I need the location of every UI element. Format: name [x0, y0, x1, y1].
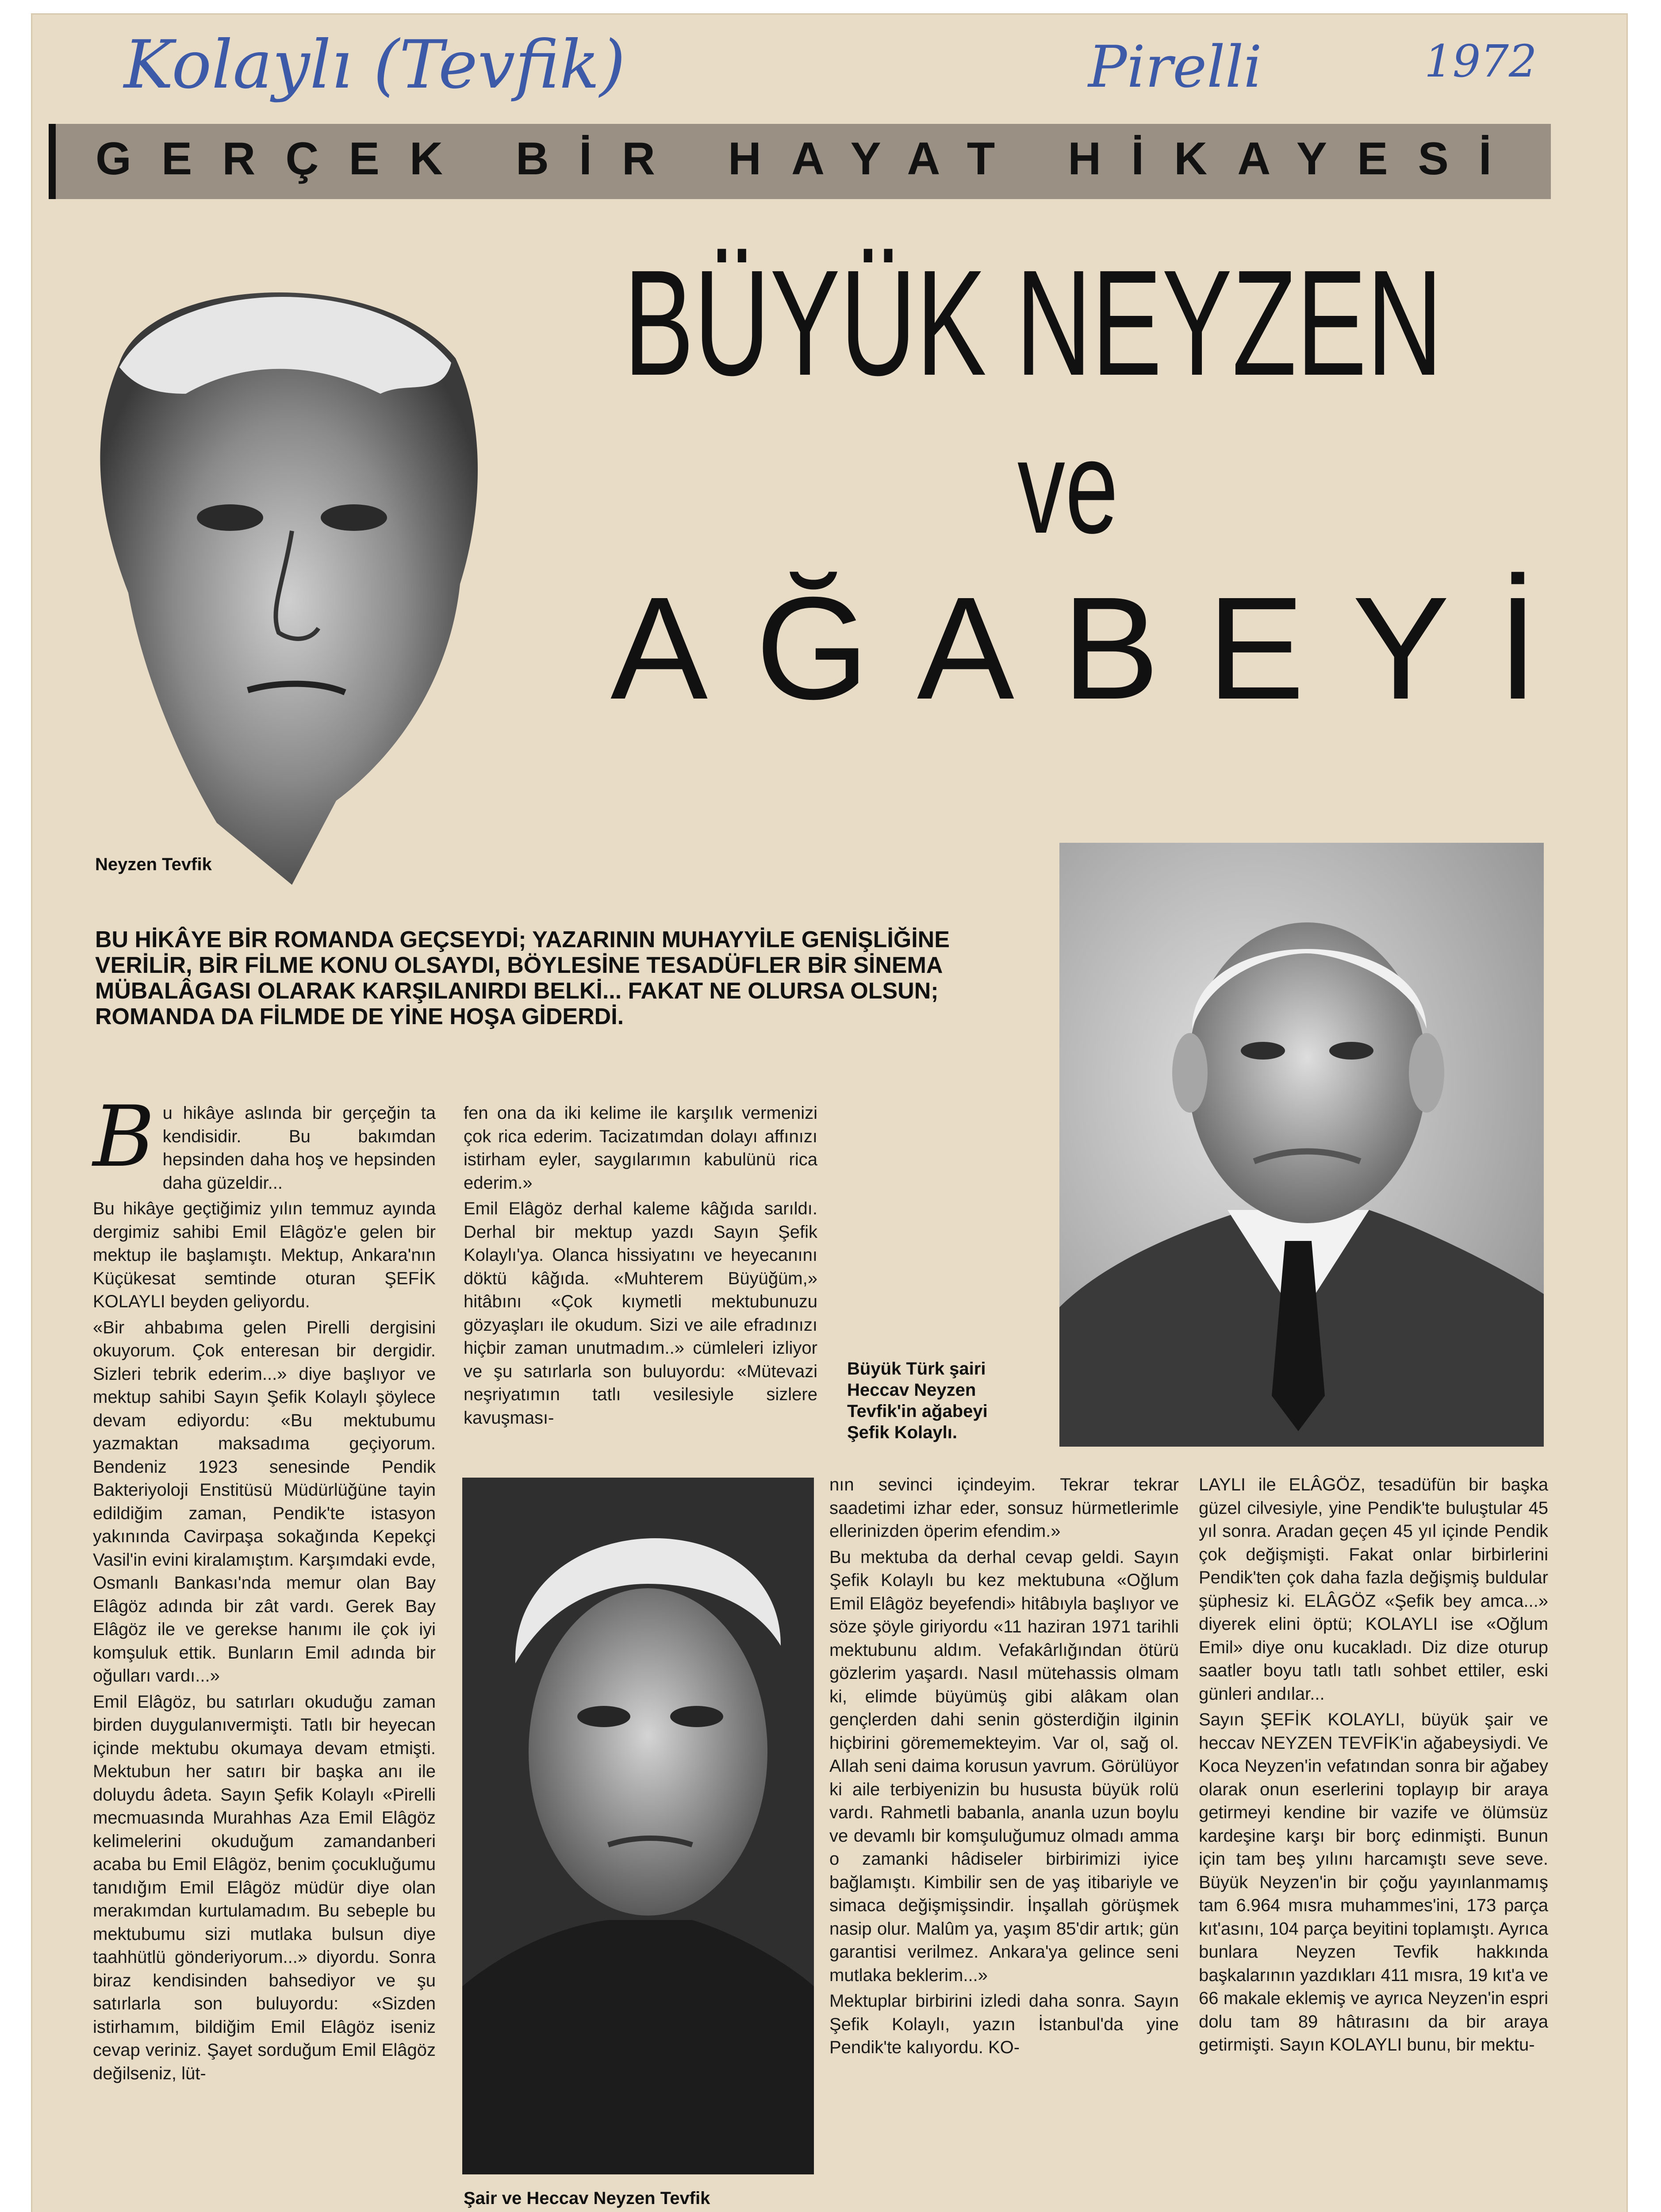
paragraph: u hikâye aslında bir gerçeğin ta kendisidir. Bu bakımdan hepsinden daha hoş ve hepsinden daha güzeldir... — [162, 1103, 436, 1193]
handwritten-name: Kolaylı (Tevfik) — [124, 27, 626, 104]
paragraph: LAYLI ile ELÂGÖZ, tesadüfün bir başka güzel cilvesiyle, yine Pendik'te buluştular 45 yıl sonra. Aradan geçen 45 yıl içinde Pendik çok değişmişti. Fakat onlar birbirlerini Pendik'ten çok daha fazla değişmiş buldular şüphesiz ki. ELÂGÖZ «Şefik bey amca...» diyerek elini öptü; KOLAYLI ise «Oğlum Emil» diye onu kucakladı. Diz dize oturup saatler boyu tatlı tatlı sohbet ettiler, eski günleri andılar... — [1199, 1475, 1548, 1704]
paragraph: Emil Elâgöz, bu satırları okuduğu zaman birden duygulanıvermişti. Tatlı bir heyecan içinde mektubu okumaya devam etmişti. Mektubun her satırı bir başka anı ile doluydu âdeta. Sayın Şefik Kolaylı «Pirelli mecmuasında Murahhas Aza Emil Elâgöz kelimelerini okuduğum zamandanberi acaba bu Emil Elâgöz, benim çocukluğumu tanıdığım Emil Elâgöz müdür diye olan merakımdan kurtulamadım. Bu sebeple bu mektubumu sizi mutlaka bulsun diye taahhütlü gönderiyorum...» diyordu. Sonra biraz kendisinden bahsediyor ve şu satırlarla son buluyordu: «Sizden istirhamım, bildiğim Emil Elâgöz iseniz cevap veriniz. Şayet sorduğum Emil Elâgöz değilseniz, lüt- — [93, 1692, 436, 2083]
article-column-3 — [829, 1473, 1179, 2062]
section-banner — [49, 124, 1551, 199]
article-column-2 — [464, 1102, 817, 1432]
headline-line-3: AĞABEYİ — [610, 566, 1586, 730]
headline-line-1: BÜYÜK NEYZEN — [624, 239, 1443, 407]
caption-neyzen-tevfik-bottom: Şair ve Heccav Neyzen Tevfik — [464, 2189, 710, 2208]
portrait-sefik-kolayli — [1059, 843, 1544, 1447]
caption-neyzen-tevfik: Neyzen Tevfik — [95, 855, 212, 874]
portrait-neyzen-tevfik-bottom — [462, 1478, 814, 2174]
paragraph: Emil Elâgöz derhal kaleme kâğıda sarıldı. Derhal bir mektup yazdı Sayın Şefik Kolaylı'ya. Olanca hissiyatını ve heyecanını döktü kâğıda. «Muhterem Büyüğüm,» hitâbını «Çok kıymetli mektubunuzu gözyaşları ile okudum. Sizi ve aile efradınızı hiçbir zaman unutmadım..» cümleleri izliyor ve şu satırlarla son buluyordu: «Mütevazi neşriyatımın tatlı vesilesiyle sizlere kavuşması- — [464, 1199, 817, 1428]
paragraph: nın sevinci içindeyim. Tekrar tekrar saadetimi izhar eder, sonsuz hürmetlerimle ellerinizden öperim efendim.» — [829, 1475, 1179, 1541]
caption-sefik-kolayli: Büyük Türk şairi Heccav Neyzen Tevfik'in ağabeyi Şefik Kolaylı. — [847, 1359, 988, 1442]
article-column-1 — [93, 1088, 436, 2088]
paragraph: Mektuplar birbirini izledi daha sonra. Sayın Şefik Kolaylı, yazın İstanbul'da yine Pendik'te kalıyordu. KO- — [829, 1991, 1179, 2057]
paragraph: Bu hikâye geçtiğimiz yılın temmuz ayında dergimiz sahibi Emil Elâgöz'e gelen bir mektup ile başlamıştı. Mektup, Ankara'nın Küçükesat semtinde oturan ŞEFİK KOLAYLI beyden geliyordu. — [93, 1199, 436, 1311]
portrait-neyzen-tevfik-top — [71, 248, 495, 885]
headline-line-2: ve — [1017, 412, 1119, 561]
paragraph: fen ona da iki kelime ile karşılık vermenizi çok rica ederim. Tacizatımdan dolayı affınızı istirham eyler, saygılarımın kabulünü rica ederim.» — [464, 1103, 817, 1193]
banner-text: GERÇEK BİR HAYAT HİKAYESİ — [96, 133, 1522, 184]
intro-paragraph: BU HİKÂYE BİR ROMANDA GEÇSEYDİ; YAZARININ MUHAYYİLE GENİŞLİĞİNE VERİLİR, BİR FİLME KONU OLSAYDI, BÖYLESİNE TESADÜFLER BİR SİNEMA MÜBALÂGASI OLARAK KARŞILANIRDI BELKİ... FAKAT NE OLURSA OLSUN; ROMANDA DA FİLMDE DE YİNE HOŞA GİDERDİ. — [95, 927, 950, 1029]
handwritten-magazine: Pirelli — [1088, 33, 1262, 100]
article-column-4 — [1199, 1473, 1548, 2059]
drop-cap: B — [93, 1088, 155, 1186]
handwritten-year: 1972 — [1424, 35, 1537, 87]
paragraph: «Bir ahbabıma gelen Pirelli dergisini okuyorum. Çok enteresan bir dergidir. Sizleri tebrik ederim...» diye başlıyor ve mektup sahibi Sayın Şefik Kolaylı şöylece devam ediyordu: «Bu mektubumu yazmaktan maksadıma geçiyorum. Bendeniz 1923 senesinde Pendik Bakteriyoloji Enstitüsü Müdürlüğüne tayin edildiğim zaman, Pendik'te istasyon yakınında Cavirpaşa sokağında Kepekçi Vasil'in evini kiralamıştım. Karşımdaki evde, Osmanlı Bankası'nda memur olan Bay Elâgöz adında bir zât vardı. Gerek Bay Elâgöz ile ve gerekse hanımı ile çok iyi komşuluk ettik. Bunların Emil adında bir oğulları vardı...» — [93, 1317, 436, 1686]
paragraph: Sayın ŞEFİK KOLAYLI, büyük şair ve heccav NEYZEN TEVFİK'in ağabeysiydi. Ve Koca Neyzen'in vefatından sonra bir ağabey olarak onun eserlerini toplayıp bir araya getirmeyi kendine bir vazife ve ölümsüz kardeşine karşı bir borç edinmişti. Bunun için tam beş yılını harcamıştı seve seve. Büyük Neyzen'in bir çoğu yayınlanmamış tam 6.964 mısra muhammes'ini, 173 parça kıt'asını, 104 parça beyitini toplamıştı. Ayrıca bunlara Neyzen Tevfik hakkında başkalarının yazdıkları 411 mısra, 19 kıt'a ve 66 makale eklemiş ve ayrıca Neyzen'in espri dolu tam 89 hâtırasını da bir araya getirmişti. Sayın KOLAYLI bunu, bir mektu- — [1199, 1710, 1548, 2055]
paragraph: Bu mektuba da derhal cevap geldi. Sayın Şefik Kolaylı bu kez mektubuna «Oğlum Emil Elâgöz beyefendi» hitâbıyla başlıyor ve söze şöyle giriyordu «11 haziran 1971 tarihli mektubunu aldım. Vefakârlığından ötürü gözlerim yaşardı. Nasıl mütehassis olmam ki, elimde büyümüş gibi alâkam olan gençlerden dahi senin gösterdiğin ilginin hiçbirini görememekteyim. Var ol, sağ ol. Allah seni daima korusun yavrum. Görülüyor ki aile terbiyenizin bu hususta büyük rolü vardı. Rahmetli babanla, ananla uzun boylu ve devamlı bir komşuluğumuz olmadı amma o zamanki hâdiseler birbirimizi iyice bağlamıştı. Kimbilir sen de yaş itibariyle ve simaca değişmişsindir. İnşallah görüşmek nasip olur. Malûm ya, yaşım 85'dir artık; gün garantisi verilmez. Ankara'ya gelince seni mutlaka beklerim...» — [829, 1547, 1179, 1985]
